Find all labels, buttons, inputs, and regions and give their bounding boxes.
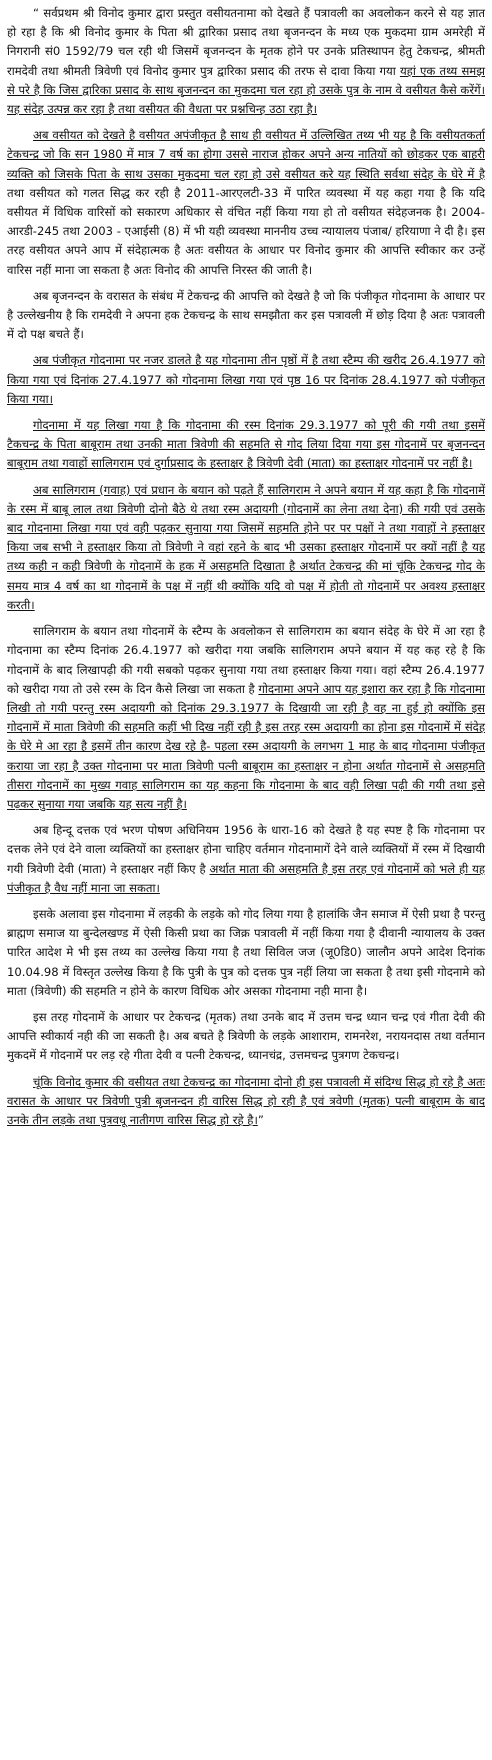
paragraph-gap <box>7 1066 485 1073</box>
text-run: इसके अलावा इस गोदनामा में लड़की के लड़के को गोद लिया गया है हालांकि जैन समाज में ऐसी प्रथा है परन्तु ब्राह्मण समाज या बुन्देलखण्ड में ऐसी किसी प्रथा का जिक्र पत्रावली में नहीं किया गया है दीवानी न्यायालय के उक्त पारित आदेश मे भी इस तथ्य का उल्लेख किया गया है तथा सिविल जज (जू0डि0) जालौन अपने आदेश दिनांक 10.04.98 में विस्तृत उल्लेख किया है कि पुत्री के पुत्र को दत्तक पुत्र नहीं लिया जा सकता है तथा इसी गोदनामे को माता (त्रिवेणी) की सहमति न होने के कारण विधिक ओर असका गोदनामा नही माना है। <box>7 906 485 998</box>
text-run: अब बृजनन्दन के वरासत के संबंध में टेकचन्द्र की आपत्ति को देखते है जो कि पंजीकृत गोदनामा के आधार पर है उल्लेखनीय है कि रामदेवी ने अपना हक टेकचन्द्र के साथ समझौता कर इस पत्रावली में छोड़ दिया है अतः पत्रावली में दो पक्ष बचते हैं। <box>7 288 485 342</box>
underlined-text: अब पंजीकृत गोदनामा पर नजर डालते है यह गोदनामा तीन पृष्ठों में है तथा स्टैम्प की खरीद 26.4.1977 को किया गया एवं दिनांक 27.4.1977 को गोदनामा लिखा गया एवं पृष्ठ 16 पर दिनांक 28.4.1977 को पंजीकृत किया गया। <box>7 353 485 406</box>
text-run: सालिगराम के बयान तथा गोदनामें के स्टैम्प के अवलोकन से सालिगराम का बयान संदेह के घेरे में आ रहा है गोदनामा का स्टैम्प दिनांक 26.4.1977 को खरीदा गया जबकि सालिगराम अपने बयान में यह कह रहे है कि गोदनामें के बाद लिखापढ़ी की गयी सबको पढ़कर सुनाया गया तथा हस्ताक्षर किया गया। वहां स्टैम्प 26.4.1977 को खरीदा गया तो उसे रस्म के दिन कैसे लिखा जा सकता है <box>7 624 485 696</box>
paragraph-gap <box>7 409 485 416</box>
underlined-text: गोदनामा अपने आप यह इशारा कर रहा है कि गोदनामा लिखी तो गयी परन्तु रस्म अदायगी को दिनांक 29.3.1977 के दिखायी जा रही है वह ना हुई हो क्योंकि इस गोदनामें में माता त्रिवेणी की सहमति कहीं भी दिख नहीं रही है इस तरह रस्म अदायगी का होना इस गोदनामें में संदेह के घेरे मे आ रहा है इसमें तीन कारण देख रहे है- पहला रस्म अदायगी के लगभग 1 माह के बाद गोदनामा पंजीकृत कराया जा रहा है उक्त गोदनामा पर माता त्रिवेणी पत्नी बाबूराम का हस्ताक्षर न होना अर्थात गोदनामें से असहमति तीसरा गोदनामें का मुख्य गवाह सालिगराम का यह कहना कि गोदनामा के बाद वही लिखा पढ़ी की गयी तथा इसे पढ़कर सुनाया गया जबकि यह सत्य नहीं है। <box>7 681 485 811</box>
paragraph-2 <box>7 126 485 280</box>
underlined-text: चूंकि विनोद कुमार की वसीयत तथा टेकचन्द्र का गोदनामा दोनो ही इस पत्रावली में संदिग्ध सिद्ध हो रहे है अतः वरासत के आधार पर त्रिवेणी पुत्री बृजनन्दन ही वारिस सिद्ध हो रही है एवं त्रवेणी (मृतक) पत्नी बाबूराम के बाद उनके तीन लड़के तथा पुत्रवधू नातीगण वारिस सिद्ध हो रहे है। <box>7 1074 485 1127</box>
paragraph-11 <box>7 1073 485 1131</box>
paragraph-gap <box>7 344 485 351</box>
paragraph-gap <box>7 280 485 287</box>
paragraph-7 <box>7 622 485 814</box>
paragraph-3 <box>7 287 485 345</box>
paragraph-9 <box>7 905 485 1001</box>
paragraph-10 <box>7 1008 485 1066</box>
paragraph-6 <box>7 481 485 615</box>
underlined-text: गोदनामा में यह लिखा गया है कि गोदनामा की रस्म दिनांक 29.3.1977 को पूरी की गयी तथा इसमें टैकचन्द्र के पिता बाबूराम तथा उनकी माता त्रिवेणी की सहमति से गोद लिया दिया गया इस गोदनामें पर बृजनन्दन बाबूराम तथा गवाहों सालिगराम एवं दुर्गाप्रसाद के हस्ताक्षर है त्रिवेणी देवी (माता) का हस्ताक्षर गोदनामें पर नहीं है। <box>7 418 485 471</box>
text-run: ” <box>257 1112 264 1127</box>
paragraph-gap <box>7 119 485 126</box>
paragraph-gap <box>7 814 485 821</box>
text-run: इस तरह गोदनामें के आधार पर टेकचन्द्र (मृतक) तथा उनके बाद में उत्तम चन्द्र ध्यान चन्द्र एवं गीता देवी की आपत्ति स्वीकार्य नही की जा सकती है। अब बचते है त्रिवेणी के लड़के आशाराम, रामनरेश, नरायनदास तथा वर्तमान मुकदमें में गोदनामें पर लड़ रहे गीता देवी व पत्नी टेकचन्द्र, ध्यानचंद्र, उत्तमचन्द्र पुत्रगण टेकचन्द्र। <box>7 1009 485 1063</box>
paragraph-gap <box>7 1001 485 1008</box>
paragraph-5 <box>7 416 485 474</box>
paragraph-4 <box>7 351 485 409</box>
underlined-text: अब वसीयत को देखते है वसीयत अपंजीकृत है साथ ही वसीयत में उल्लिखित तथ्य भी यह है कि वसीयतकर्ता टेकचन्द्र जो कि सन 1980 में मात्र 7 वर्ष का होगा उससे नाराज होकर अपने अन्य नातियों को छोड़कर एक बाहरी व्यक्ति को जिसके पिता के साथ उसका मुकदमा चल रहा हो उसे वसीयत करे यह स्थिति सर्वथा संदेह के घेरे में है <box>7 128 485 181</box>
paragraph-1 <box>7 4 485 119</box>
underlined-text: अर्थात माता की असहमति है इस तरह एवं गोदनामें को भले ही यह पंजीकृत है वैध नहीं माना जा सकता। <box>7 861 485 895</box>
underlined-text: अब सालिगराम (गवाह) एवं प्रधान के बयान को पढ़ते हैं सालिगराम ने अपने बयान में यह कहा है कि गोदनामें के रस्म में बाबू लाल तथा त्रिवेणी दोनो बैठे थे तथा रस्म अदायगी (गोदनामें का लेना तथा देना) की गयी एवं उसके बाद गोदनामा लिखा गया एवं वही पढ़कर सुनाया गया जिसमें सहमति होने पर पर पक्षों ने तथा गवाहों ने हस्ताक्षर किया जब सभी ने हस्ताक्षर किया तो त्रिवेणी ने वहां रहने के बाद भी उसका हस्ताक्षर गोदनामें पर क्यों नहीं है यह तथ्य कही न कही त्रिवेणी के गोदनामें के हक में असहमति दिखाता है अर्थात टेकचन्द्र की मां चूंकि टेकचन्द्र गोद के समय मात्र 4 वर्ष का था गोदनामें के पक्ष में नहीं थी क्योंकि यदि वो पक्ष में होती तो गोदनामें पर अवश्य हस्ताक्षर करती। <box>7 482 485 612</box>
text-run: तथा वसीयत को गलत सिद्ध कर रही है 2011-आरएलटी-33 में पारित व्यवस्था में यह कहा गया है कि यदि वसीयत में विधिक वारिसों को सकारण अधिकार से वंचित नहीं किया गया हो तो वसीयत संदेहजनक है। 2004-आरडी-245 तथा 2003 - एआईसी (8) में भी यही व्यवस्था माननीय उच्च न्यायालय पंजाब/ हरियाणा ने दी है। इस तरह वसीयत अपने आप में संदेहात्मक है अतः वसीयत के आधार पर विनोद कुमार की आपत्ति स्वीकार कर उन्हें वारिस नहीं माना जा सकता है अतः विनोद की आपत्ति निरस्त की जाती है। <box>7 185 485 277</box>
text-run: “ सर्वप्रथम श्री विनोद कुमार द्वारा प्रस्तुत वसीयतनामा को देखते हैं पत्रावली का अवलोकन करने से यह ज्ञात हो रहा है कि श्री विनोद कुमार के पिता श्री द्वारिका प्रसाद तथा बृजनन्दन के मध्य एक मुकदमा ग्राम अमरेही में निगरानी सं0 1592/79 चल रही थी जिसमें बृजनन्दन के मृतक होने पर उनके प्रतिस्थापन हेतु टेकचन्द्र, श्रीमती रामदेवी तथा श्रीमती त्रिवेणी एवं विनोद कुमार पुत्र द्वारिका प्रसाद की तरफ से दावा किया गया <box>7 6 485 78</box>
text-run: अब हिन्दू दत्तक एवं भरण पोषण अधिनियम 1956 के धारा-16 को देखते है यह स्पष्ट है कि गोदनामा पर दत्तक लेने एवं देने वाला व्यक्तियों का हस्ताक्षर होना चाहिए वर्तमान गोदनामागें देने वाले व्यक्तियों में रस्म में दिखायी गयी त्रिवेणी देवी (माता) ने हस्ताक्षर नहीं किए है <box>7 823 485 876</box>
underlined-text: यहां एक तथ्य समझ से परे है कि जिस द्वारिका प्रसाद के साथ बृजनन्दन का मुकदमा चल रहा हो उसके पुत्र के नाम वे वसीयत कैसे करेंगें। यह संदेह उत्पन्न कर रहा है तथा वसीयत की वैधता पर प्रश्नचिन्ह उठा रहा है। <box>7 63 485 117</box>
paragraph-gap <box>7 474 485 481</box>
paragraph-gap <box>7 898 485 905</box>
paragraph-gap <box>7 615 485 622</box>
paragraph-8 <box>7 821 485 898</box>
